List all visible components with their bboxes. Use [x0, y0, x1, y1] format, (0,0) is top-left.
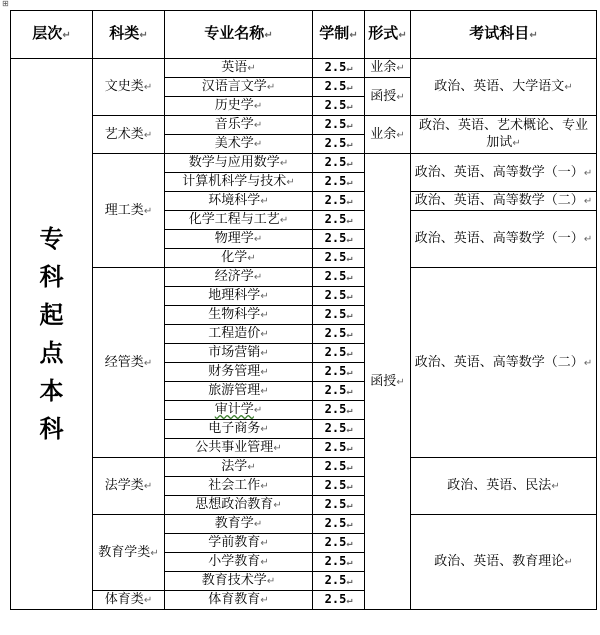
paragraph-mark-icon: ↵	[529, 30, 538, 41]
paragraph-mark-icon: ↵	[346, 538, 353, 549]
duration-cell: 2.5↵	[313, 325, 365, 344]
paragraph-mark-icon: ↵	[247, 462, 256, 473]
paragraph-mark-icon: ↵	[346, 234, 353, 245]
paragraph-mark-icon: ↵	[143, 129, 153, 141]
major-cell: 社会工作↵	[165, 477, 313, 496]
paragraph-mark-icon: ↵	[260, 557, 269, 568]
paragraph-mark-icon: ↵	[247, 253, 256, 264]
major-cell: 教育学↵	[165, 515, 313, 534]
paragraph-mark-icon: ↵	[62, 30, 71, 41]
paragraph-mark-icon: ↵	[396, 91, 405, 103]
paragraph-mark-icon: ↵	[346, 576, 353, 587]
paragraph-mark-icon: ↵	[346, 595, 353, 606]
paragraph-mark-icon: ↵	[150, 547, 159, 559]
duration-cell: 2.5↵	[313, 458, 365, 477]
paragraph-mark-icon: ↵	[143, 481, 153, 492]
level-cell: 专 科 起 点 本 科	[11, 59, 93, 610]
paragraph-mark-icon: ↵	[139, 30, 148, 41]
category-tiyu: 体育类↵	[93, 591, 165, 610]
paragraph-mark-icon: ↵	[346, 443, 353, 454]
major-cell: 教育技术学↵	[165, 572, 313, 591]
paragraph-mark-icon: ↵	[564, 82, 573, 93]
header-major: 专业名称↵	[165, 11, 313, 59]
paragraph-mark-icon: ↵	[396, 376, 405, 388]
category-wenshi: 文史类↵	[93, 59, 165, 116]
major-cell: 法学↵	[165, 458, 313, 477]
paragraph-mark-icon: ↵	[349, 30, 358, 41]
category-jiaoyu: 教育学类↵	[93, 515, 165, 591]
paragraph-mark-icon: ↵	[346, 63, 353, 74]
paragraph-mark-icon: ↵	[253, 405, 263, 416]
table-row	[11, 154, 597, 173]
major-cell: 体育教育↵	[165, 591, 313, 610]
duration-cell: 2.5↵	[313, 477, 365, 496]
major-cell: 化学工程与工艺↵	[165, 211, 313, 230]
paragraph-mark-icon: ↵	[253, 272, 263, 283]
duration-cell: 2.5↵	[313, 230, 365, 249]
paragraph-mark-icon: ↵	[346, 101, 353, 112]
paragraph-mark-icon: ↵	[253, 519, 263, 530]
table-row	[11, 458, 597, 477]
major-cell	[165, 401, 313, 420]
paragraph-mark-icon: ↵	[583, 196, 593, 207]
duration-cell: 2.5↵	[313, 135, 365, 154]
category-ligong: 理工类↵	[93, 154, 165, 268]
form-yeyu: 业余↵	[365, 59, 411, 78]
paragraph-mark-icon: ↵	[260, 348, 269, 359]
paragraph-mark-icon: ↵	[346, 272, 353, 283]
duration-cell: 2.5↵	[313, 382, 365, 401]
paragraph-mark-icon: ↵	[260, 291, 269, 302]
header-subjects: 考试科目↵	[411, 11, 597, 59]
form-yeyu-yishu: 业余↵	[365, 116, 411, 154]
paragraph-mark-icon: ↵	[346, 500, 353, 511]
duration-cell: 2.5↵	[313, 116, 365, 135]
table-row	[11, 515, 597, 534]
major-cell: 地理科学↵	[165, 287, 313, 306]
header-row	[11, 11, 597, 59]
form-hanshou-main: 函授↵	[365, 154, 411, 610]
enrollment-table	[10, 10, 597, 610]
duration-cell: 2.5↵	[313, 591, 365, 610]
paragraph-mark-icon: ↵	[583, 167, 593, 179]
category-yishu: 艺术类↵	[93, 116, 165, 154]
paragraph-mark-icon: ↵	[583, 357, 593, 369]
paragraph-mark-icon: ↵	[346, 348, 353, 359]
paragraph-mark-icon: ↵	[143, 595, 153, 606]
paragraph-mark-icon: ↵	[273, 443, 282, 454]
duration-cell: 2.5↵	[313, 496, 365, 515]
major-cell: 化学↵	[165, 249, 313, 268]
category-jingguan: 经管类↵	[93, 268, 165, 458]
duration-cell: 2.5↵	[313, 553, 365, 572]
paragraph-mark-icon: ↵	[260, 481, 269, 492]
duration-cell: 2.5↵	[313, 344, 365, 363]
paragraph-mark-icon: ↵	[143, 82, 153, 93]
paragraph-mark-icon: ↵	[260, 386, 269, 397]
paragraph-mark-icon: ↵	[253, 234, 263, 245]
duration-cell: 2.5↵	[313, 249, 365, 268]
major-cell: 生物科学↵	[165, 306, 313, 325]
major-cell: 旅游管理↵	[165, 382, 313, 401]
major-cell: 公共事业管理↵	[165, 439, 313, 458]
duration-cell: 2.5↵	[313, 97, 365, 116]
paragraph-mark-icon: ↵	[346, 557, 353, 568]
paragraph-mark-icon: ↵	[346, 215, 353, 226]
duration-cell: 2.5↵	[313, 268, 365, 287]
category-faxue: 法学类↵	[93, 458, 165, 515]
header-level: 层次↵	[11, 11, 93, 59]
major-cell: 电子商务↵	[165, 420, 313, 439]
paragraph-mark-icon: ↵	[346, 329, 353, 340]
paragraph-mark-icon: ↵	[346, 386, 353, 397]
duration-cell: 2.5↵	[313, 306, 365, 325]
paragraph-mark-icon: ↵	[253, 120, 263, 131]
form-hanshou-wenshi: 函授↵	[365, 78, 411, 116]
paragraph-mark-icon: ↵	[247, 63, 256, 74]
subjects-jingguan: 政治、英语、高等数学（二）↵	[411, 268, 597, 458]
paragraph-mark-icon: ↵	[346, 519, 353, 530]
duration-cell: 2.5↵	[313, 192, 365, 211]
paragraph-mark-icon: ↵	[260, 595, 269, 606]
major-cell: 英语↵	[165, 59, 313, 78]
major-cell: 经济学↵	[165, 268, 313, 287]
paragraph-mark-icon: ↵	[260, 329, 269, 340]
paragraph-mark-icon: ↵	[143, 205, 153, 217]
major-cell: 环境科学↵	[165, 192, 313, 211]
duration-cell: 2.5↵	[313, 534, 365, 553]
subjects-wenshi: 政治、英语、大学语文↵	[411, 59, 597, 116]
duration-cell: 2.5↵	[313, 78, 365, 97]
duration-cell: 2.5↵	[313, 439, 365, 458]
paragraph-mark-icon: ↵	[346, 139, 353, 150]
paragraph-mark-icon: ↵	[398, 30, 407, 41]
paragraph-mark-icon: ↵	[260, 538, 269, 549]
paragraph-mark-icon: ↵	[253, 101, 263, 112]
major-cell: 音乐学↵	[165, 116, 313, 135]
major-cell: 美术学↵	[165, 135, 313, 154]
major-cell: 学前教育↵	[165, 534, 313, 553]
duration-cell: 2.5↵	[313, 154, 365, 173]
duration-cell: 2.5↵	[313, 401, 365, 420]
subjects-yishu: 政治、英语、艺术概论、专业加试↵	[411, 116, 597, 154]
paragraph-mark-icon: ↵	[279, 215, 289, 226]
major-cell: 市场营销↵	[165, 344, 313, 363]
paragraph-mark-icon: ↵	[346, 367, 353, 378]
paragraph-mark-icon: ↵	[260, 424, 269, 435]
paragraph-mark-icon: ↵	[346, 120, 353, 131]
paragraph-mark-icon: ↵	[143, 357, 153, 369]
paragraph-mark-icon: ↵	[551, 481, 560, 492]
paragraph-mark-icon: ↵	[346, 82, 353, 93]
subjects-faxue: 政治、英语、民法↵	[411, 458, 597, 515]
table-row	[11, 268, 597, 287]
duration-cell: 2.5↵	[313, 420, 365, 439]
subjects-ligong-c: 政治、英语、高等数学（一）↵	[411, 211, 597, 268]
duration-cell: 2.5↵	[313, 59, 365, 78]
duration-cell: 2.5↵	[313, 173, 365, 192]
paragraph-mark-icon: ↵	[253, 139, 263, 150]
paragraph-mark-icon: ↵	[564, 557, 573, 568]
major-cell: 小学教育↵	[165, 553, 313, 572]
paragraph-mark-icon: ↵	[346, 196, 353, 207]
paragraph-mark-icon: ↵	[264, 30, 273, 41]
duration-cell: 2.5↵	[313, 211, 365, 230]
duration-cell: 2.5↵	[313, 363, 365, 382]
paragraph-mark-icon: ↵	[346, 177, 353, 188]
major-cell: 计算机科学与技术↵	[165, 173, 313, 192]
header-category: 科类↵	[93, 11, 165, 59]
paragraph-mark-icon: ↵	[346, 253, 353, 264]
paragraph-mark-icon: ↵	[346, 158, 353, 169]
duration-cell: 2.5↵	[313, 572, 365, 591]
major-cell: 历史学↵	[165, 97, 313, 116]
paragraph-mark-icon: ↵	[260, 367, 269, 378]
paragraph-mark-icon: ↵	[396, 129, 405, 141]
major-cell: 数学与应用数学↵	[165, 154, 313, 173]
major-cell: 工程造价↵	[165, 325, 313, 344]
header-form: 形式↵	[365, 11, 411, 59]
subjects-jiaoyu: 政治、英语、教育理论↵	[411, 515, 597, 610]
paragraph-mark-icon: ↵	[266, 82, 276, 93]
paragraph-mark-icon: ↵	[346, 291, 353, 302]
major-cell: 财务管理↵	[165, 363, 313, 382]
paragraph-mark-icon: ↵	[346, 481, 353, 492]
paragraph-mark-icon: ↵	[346, 424, 353, 435]
table-row	[11, 59, 597, 78]
paragraph-mark-icon: ↵	[512, 138, 521, 149]
paragraph-mark-icon: ↵	[273, 500, 282, 511]
major-cell: 汉语言文学↵	[165, 78, 313, 97]
subjects-ligong-a: 政治、英语、高等数学（一）↵	[411, 154, 597, 192]
paragraph-mark-icon: ↵	[583, 234, 593, 245]
major-cell: 物理学↵	[165, 230, 313, 249]
paragraph-mark-icon: ↵	[260, 196, 269, 207]
header-duration: 学制↵	[313, 11, 365, 59]
paragraph-mark-icon: ↵	[346, 310, 353, 321]
duration-cell: 2.5↵	[313, 287, 365, 306]
major-audit-text: 审计学	[214, 402, 254, 417]
table-row	[11, 116, 597, 135]
paragraph-mark-icon: ↵	[260, 310, 269, 321]
paragraph-mark-icon: ↵	[286, 177, 295, 188]
subjects-ligong-b: 政治、英语、高等数学（二）↵	[411, 192, 597, 211]
paragraph-mark-icon: ↵	[346, 462, 353, 473]
paragraph-mark-icon: ↵	[346, 405, 353, 416]
major-cell: 思想政治教育↵	[165, 496, 313, 515]
duration-cell: 2.5↵	[313, 515, 365, 534]
table-anchor-icon: ⊞	[2, 0, 9, 8]
paragraph-mark-icon: ↵	[279, 158, 289, 169]
paragraph-mark-icon: ↵	[396, 63, 405, 74]
paragraph-mark-icon: ↵	[266, 576, 276, 587]
